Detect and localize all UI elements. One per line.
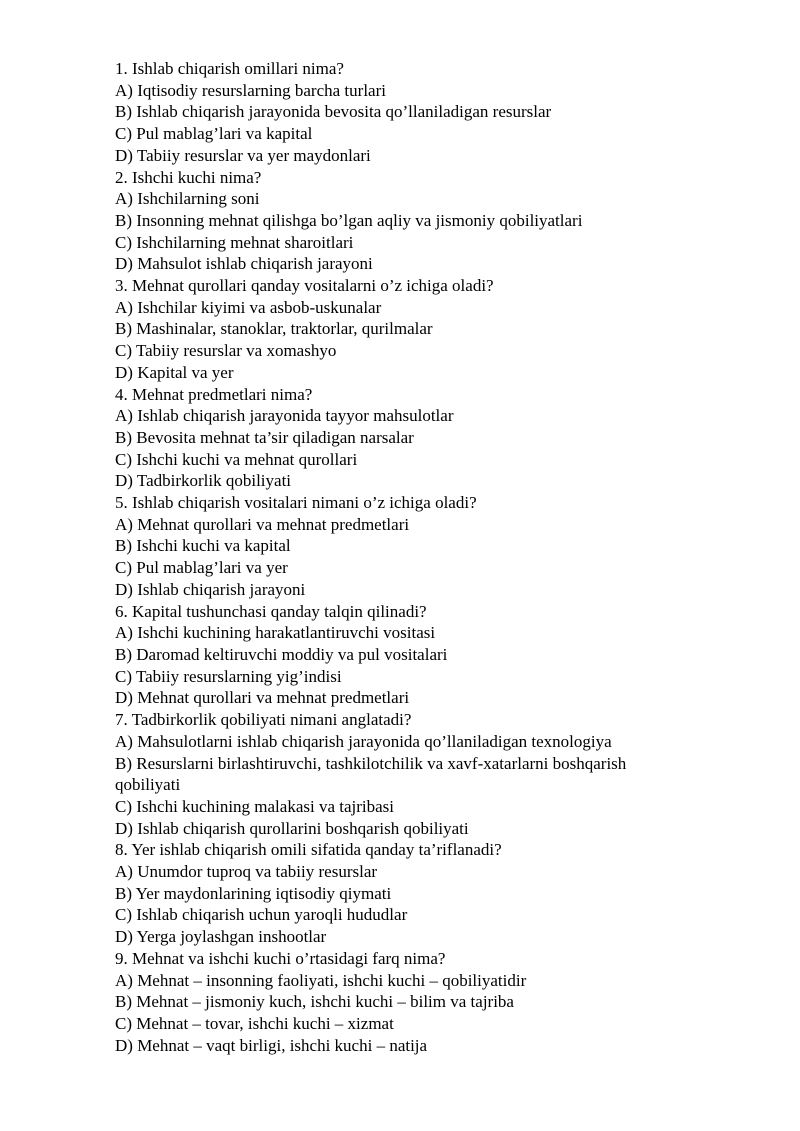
option-d: D) Mehnat – vaqt birligi, ishchi kuchi – natija xyxy=(115,1035,428,1055)
option-c: C) Ishchilarning mehnat sharoitlari xyxy=(115,232,354,252)
option-d: D) Kapital va yer xyxy=(115,362,234,382)
question-block xyxy=(115,167,715,276)
option-c: C) Ishchi kuchi va mehnat qurollari xyxy=(115,449,358,469)
option-b: B) Resurslarni birlashtiruvchi, tashkilotchilik va xavf-xatarlarni boshqarish qobiliyati xyxy=(115,753,627,795)
question-block xyxy=(115,948,715,1057)
document-page xyxy=(115,58,715,1056)
question-text: 9. Mehnat va ishchi kuchi o’rtasidagi farq nima? xyxy=(115,948,446,968)
option-a: A) Unumdor tuproq va tabiiy resurslar xyxy=(115,862,378,882)
option-b: B) Mashinalar, stanoklar, traktorlar, qurilmalar xyxy=(115,319,433,339)
option-b: B) Insonning mehnat qilishga bo’lgan aqliy va jismoniy qobiliyatlari xyxy=(115,210,583,230)
question-block xyxy=(115,492,715,601)
option-a: A) Ishchilarning soni xyxy=(115,189,260,209)
question-text: 8. Yer ishlab chiqarish omili sifatida qanday ta’riflanadi? xyxy=(115,840,502,860)
option-c: C) Pul mablag’lari va kapital xyxy=(115,124,313,144)
option-d: D) Yerga joylashgan inshootlar xyxy=(115,927,327,947)
option-a: A) Iqtisodiy resurslarning barcha turlari xyxy=(115,80,386,100)
option-b: B) Daromad keltiruvchi moddiy va pul vositalari xyxy=(115,644,448,664)
question-text: 7. Tadbirkorlik qobiliyati nimani anglatadi? xyxy=(115,710,412,730)
question-text: 3. Mehnat qurollari qanday vositalarni o’z ichiga oladi? xyxy=(115,276,494,296)
option-a: A) Mahsulotlarni ishlab chiqarish jarayonida qo’llaniladigan texnologiya xyxy=(115,731,612,751)
question-block xyxy=(115,601,715,710)
question-text: 5. Ishlab chiqarish vositalari nimani o’z ichiga oladi? xyxy=(115,493,477,513)
question-block xyxy=(115,384,715,493)
question-block xyxy=(115,709,715,839)
option-a: A) Ishchi kuchining harakatlantiruvchi vositasi xyxy=(115,623,436,643)
question-text: 2. Ishchi kuchi nima? xyxy=(115,167,262,187)
option-d: D) Mehnat qurollari va mehnat predmetlari xyxy=(115,688,410,708)
option-d: D) Mahsulot ishlab chiqarish jarayoni xyxy=(115,254,373,274)
option-d: D) Ishlab chiqarish jarayoni xyxy=(115,579,306,599)
option-a: A) Mehnat – insonning faoliyati, ishchi kuchi – qobiliyatidir xyxy=(115,970,527,990)
question-text: 1. Ishlab chiqarish omillari nima? xyxy=(115,59,344,78)
option-a: A) Ishchilar kiyimi va asbob-uskunalar xyxy=(115,297,382,317)
question-block xyxy=(115,58,715,167)
question-text: 4. Mehnat predmetlari nima? xyxy=(115,384,313,404)
option-c: C) Ishlab chiqarish uchun yaroqli hududlar xyxy=(115,905,408,925)
option-c: C) Tabiiy resurslar va xomashyo xyxy=(115,341,337,361)
option-c: C) Tabiiy resurslarning yig’indisi xyxy=(115,666,342,686)
option-a: A) Ishlab chiqarish jarayonida tayyor mahsulotlar xyxy=(115,406,454,426)
option-c: C) Ishchi kuchining malakasi va tajribasi xyxy=(115,796,395,816)
option-b: B) Yer maydonlarining iqtisodiy qiymati xyxy=(115,883,392,903)
option-c: C) Pul mablag’lari va yer xyxy=(115,558,288,578)
option-c: C) Mehnat – tovar, ishchi kuchi – xizmat xyxy=(115,1013,394,1033)
option-b: B) Ishlab chiqarish jarayonida bevosita qo’llaniladigan resurslar xyxy=(115,102,552,122)
question-block xyxy=(115,839,715,948)
option-d: D) Ishlab chiqarish qurollarini boshqarish qobiliyati xyxy=(115,818,469,838)
option-b: B) Ishchi kuchi va kapital xyxy=(115,536,291,556)
option-b: B) Mehnat – jismoniy kuch, ishchi kuchi – bilim va tajriba xyxy=(115,992,514,1012)
option-b: B) Bevosita mehnat ta’sir qiladigan narsalar xyxy=(115,427,414,447)
question-block xyxy=(115,275,715,384)
option-a: A) Mehnat qurollari va mehnat predmetlari xyxy=(115,514,410,534)
question-text: 6. Kapital tushunchasi qanday talqin qilinadi? xyxy=(115,601,427,621)
option-d: D) Tadbirkorlik qobiliyati xyxy=(115,471,292,491)
option-d: D) Tabiiy resurslar va yer maydonlari xyxy=(115,145,371,165)
